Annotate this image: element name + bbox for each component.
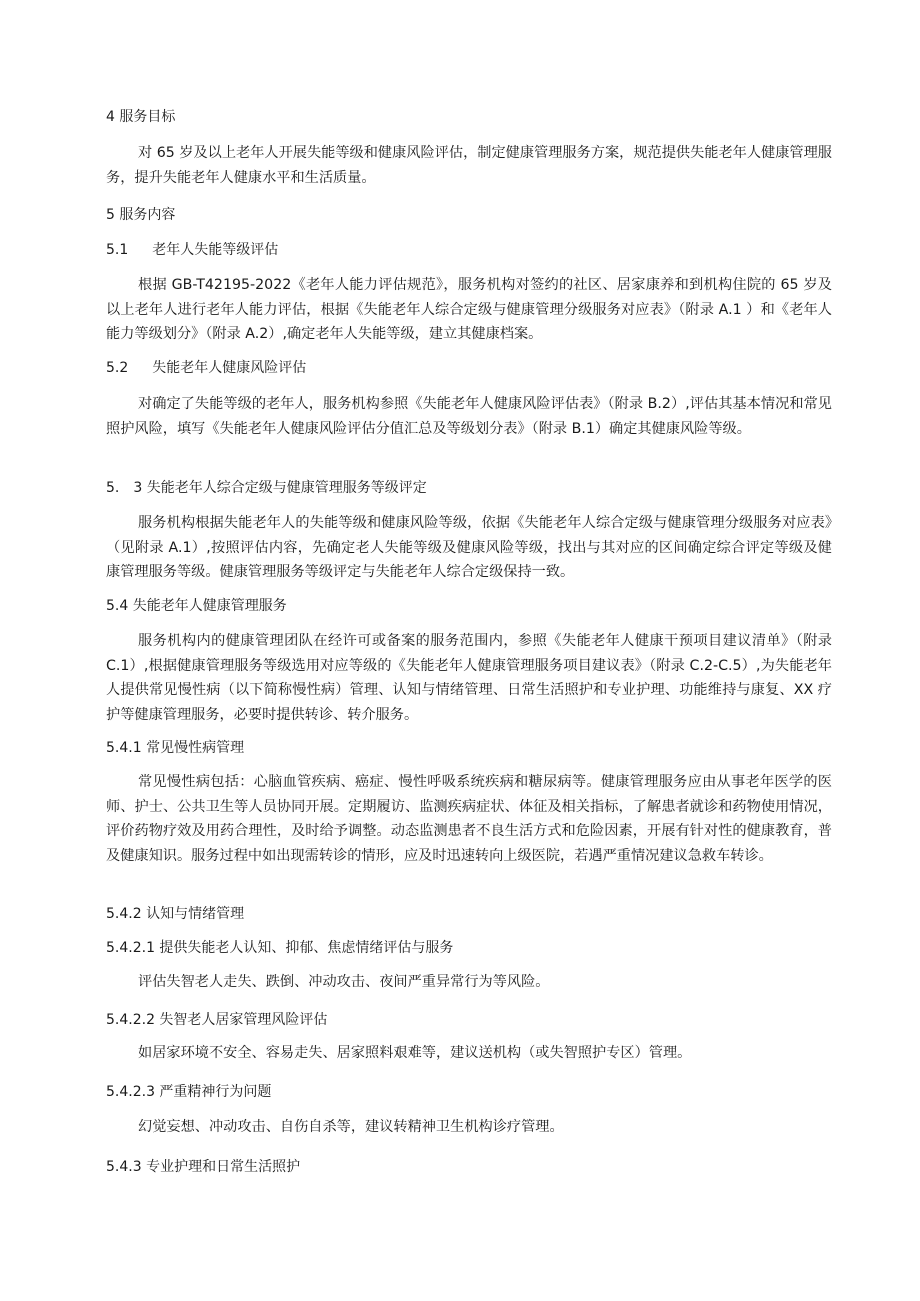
section-5-2-heading xyxy=(106,358,832,378)
section-4-heading: 4 服务目标 xyxy=(106,109,176,125)
section-5-4-3-heading: 5.4.3 专业护理和日常生活照护 xyxy=(106,1159,301,1175)
section-5-2-title: 失能老年人健康风险评估 xyxy=(152,360,307,376)
section-5-4-2-3-heading: 5.4.2.3 严重精神行为问题 xyxy=(106,1084,272,1100)
section-4-body: 对 65 岁及以上老年人开展失能等级和健康风险评估，制定健康管理服务方案，规范提供失能老年人健康管理服务，提升失能老年人健康水平和生活质量。 xyxy=(106,145,832,186)
section-5-4-heading: 5.4 失能老年人健康管理服务 xyxy=(106,598,287,614)
section-5-4-2-1-heading: 5.4.2.1 提供失能老人认知、抑郁、焦虑情绪评估与服务 xyxy=(106,940,454,956)
section-5-4-1-body: 常见慢性病包括：心脑血管疾病、癌症、慢性呼吸系统疾病和糖尿病等。健康管理服务应由从事老年医学的医师、护士、公共卫生等人员协同开展。定期履访、监测疾病症状、体征及相关指标，了解患者就诊和药物使用情况，评价药物疗效及用药合理性，及时给予调整。动态监测患者不良生活方式和危险因素，开展有针对性的健康教育，普及健康知识。服务过程中如出现需转诊的情形，应及时迅速转向上级医院，若遇严重情况建议急救车转诊。 xyxy=(106,774,832,864)
section-5-1-heading xyxy=(106,240,832,260)
section-5-4-body: 服务机构内的健康管理团队在经许可或备案的服务范围内，参照《失能老年人健康干预项目建议清单》（附录 C.1）,根据健康管理服务等级选用对应等级的《失能老年人健康管理服务项目建议表》（附录 C.2-C.5）,为失能老年人提供常见慢性病（以下简称慢性病）管理、认知与情绪管理、日常生活照护和专业护理、功能维持与康复、XX 疗护等健康管理服务，必要时提供转诊、转介服务。 xyxy=(106,633,832,723)
section-5-4-2-heading: 5.4.2 认知与情绪管理 xyxy=(106,906,245,922)
section-5-1-number: 5.1 xyxy=(106,242,129,258)
section-5-4-2-2-heading: 5.4.2.2 失智老人居家管理风险评估 xyxy=(106,1012,328,1028)
section-5-2-number: 5.2 xyxy=(106,360,129,376)
section-5-3-heading: 5. 3 失能老年人综合定级与健康管理服务等级评定 xyxy=(106,480,427,496)
section-5-4-1-heading: 5.4.1 常见慢性病管理 xyxy=(106,740,245,756)
section-5-4-2-3-body: 幻觉妄想、冲动攻击、自伤自杀等，建议转精神卫生机构诊疗管理。 xyxy=(138,1119,564,1135)
section-5-1-body: 根据 GB-T42195-2022《老年人能力评估规范》，服务机构对签约的社区、居家康养和到机构住院的 65 岁及以上老年人进行老年人能力评估，根据《失能老年人综合定级与健康管理分级服务对应表》（附录 A.1 ）和《老年人能力等级划分》（附录 A.2）,确定老年人失能等级，建立其健康档案。 xyxy=(106,277,832,342)
section-5-heading: 5 服务内容 xyxy=(106,207,176,223)
section-5-2-body: 对确定了失能等级的老年人，服务机构参照《失能老年人健康风险评估表》（附录 B.2）,评估其基本情况和常见照护风险，填写《失能老年人健康风险评估分值汇总及等级划分表》（附录 B.1）确定其健康风险等级。 xyxy=(106,396,832,437)
section-5-4-2-2-body: 如居家环境不安全、容易走失、居家照料艰难等，建议送机构（或失智照护专区）管理。 xyxy=(138,1045,692,1061)
section-5-3-body: 服务机构根据失能老年人的失能等级和健康风险等级，依据《失能老年人综合定级与健康管理分级服务对应表》（见附录 A.1）,按照评估内容，先确定老人失能等级及健康风险等级，找出与其对应的区间确定综合评定等级及健康管理服务等级。健康管理服务等级评定与失能老年人综合定级保持一致。 xyxy=(106,515,832,580)
section-5-4-2-1-body: 评估失智老人走失、跌倒、冲动攻击、夜间严重异常行为等风险。 xyxy=(138,974,550,990)
section-5-1-title: 老年人失能等级评估 xyxy=(152,242,279,258)
